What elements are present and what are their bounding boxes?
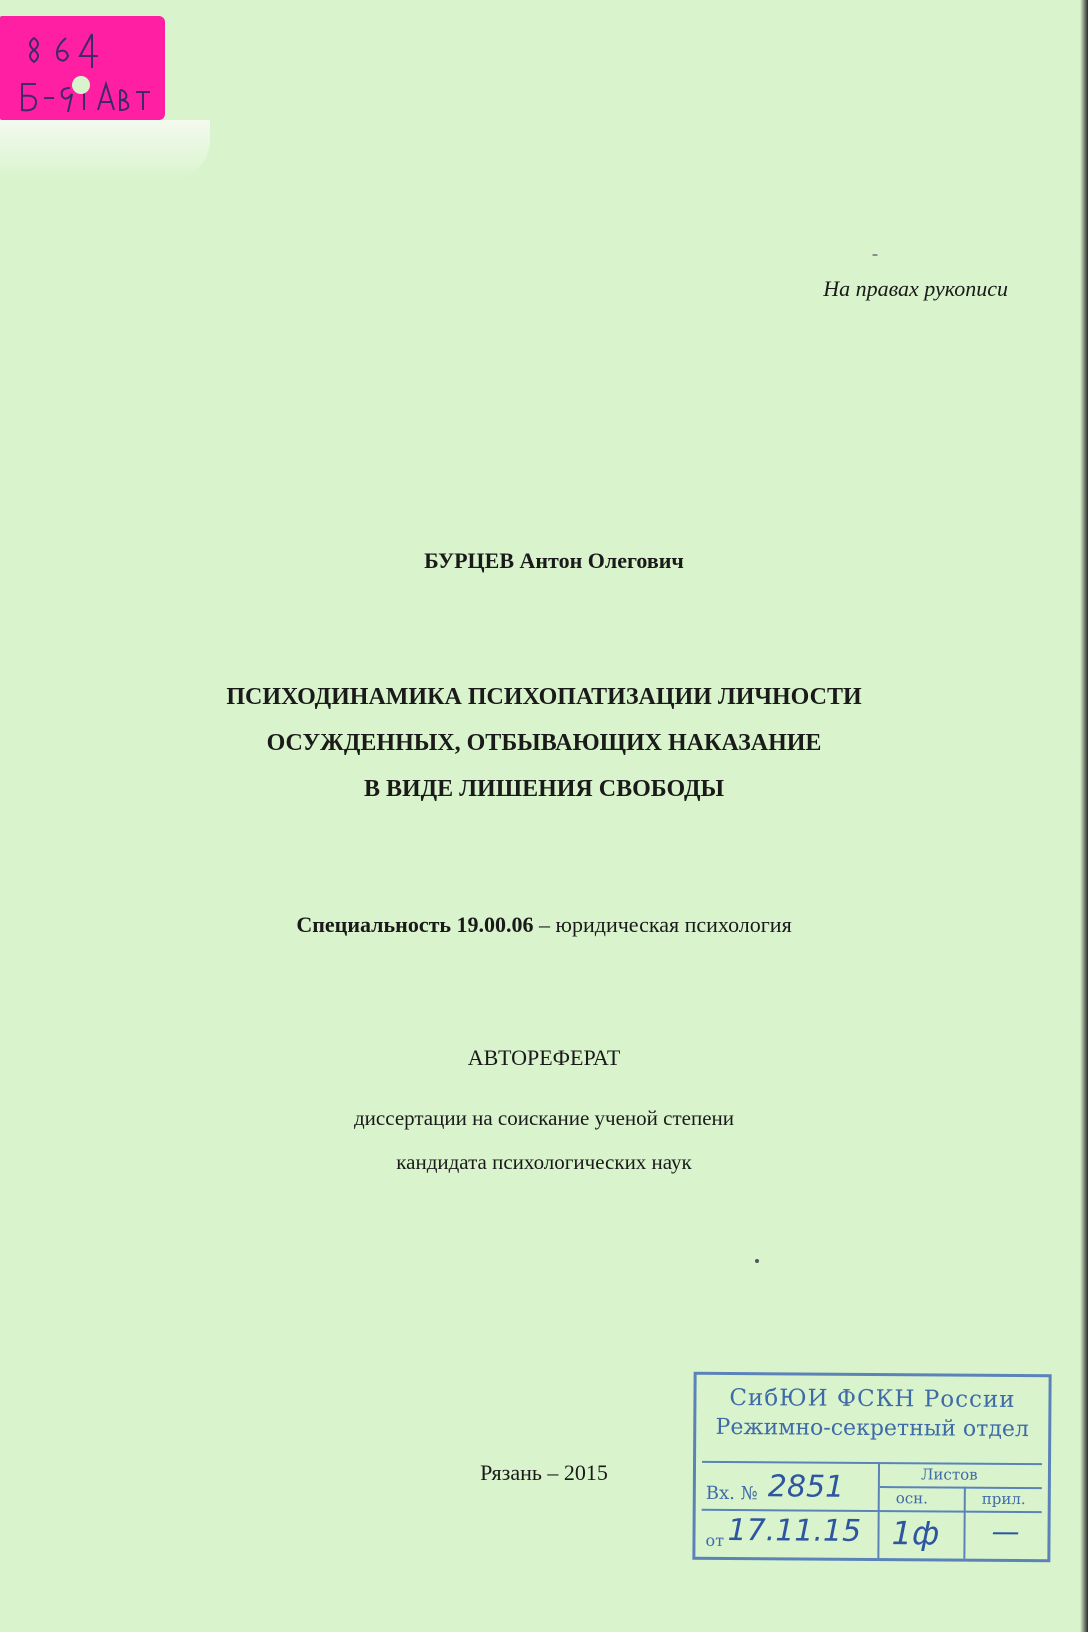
title-line-3: В ВИДЕ ЛИШЕНИЯ СВОБОДЫ	[363, 776, 725, 802]
specialty-line	[0, 912, 1088, 938]
handwritten-call-number	[0, 16, 165, 120]
stamp-department: Режимно-секретный отдел	[715, 1414, 1030, 1443]
paper-speck	[872, 254, 878, 256]
stamp-divider	[963, 1487, 966, 1559]
stamp-from-label: от	[705, 1530, 725, 1550]
title-line-2: ОСУЖДЕННЫХ, ОТБЫВАЮЩИХ НАКАЗАНИЕ	[266, 730, 822, 756]
stamp-main-sheets: 1ф	[891, 1514, 940, 1553]
scan-edge	[1080, 0, 1088, 1632]
stamp-main-label: осн.	[895, 1489, 929, 1508]
stamp-appendix-label: прил.	[981, 1489, 1026, 1509]
abstract-line-2: кандидата психологических наук	[396, 1150, 692, 1174]
stamp-appendix-sheets: —	[991, 1514, 1020, 1549]
stamp-incoming-number: 2851	[767, 1469, 845, 1505]
registration-stamp	[692, 1372, 1051, 1562]
stamp-incoming-label: Вх. №	[705, 1482, 758, 1505]
library-call-number-sticker	[0, 16, 165, 120]
stamp-organization: СибЮИ ФСКН России	[729, 1385, 1016, 1414]
title-line-1: ПСИХОДИНАМИКА ПСИХОПАТИЗАЦИИ ЛИЧНОСТИ	[226, 684, 862, 710]
dissertation-title	[0, 674, 1088, 812]
abstract-subtitle	[0, 1096, 1088, 1184]
stamp-date: 17.11.15	[727, 1512, 862, 1549]
specialty-code: Специальность 19.00.06	[296, 912, 534, 937]
sticker-punch-hole	[72, 76, 90, 94]
specialty-name: – юридическая психология	[533, 912, 792, 937]
abstract-line-1: диссертации на соискание ученой степени	[354, 1106, 734, 1130]
stamp-divider	[702, 1461, 1042, 1465]
abstract-heading: АВТОРЕФЕРАТ	[467, 1045, 621, 1070]
paper-speck	[755, 1259, 759, 1263]
rights-note: На правах рукописи	[823, 276, 1008, 301]
place-and-year: Рязань – 2015	[480, 1460, 608, 1485]
author-name: БУРЦЕВ Антон Олегович	[424, 548, 684, 573]
stamp-sheets-label: Листов	[920, 1465, 978, 1484]
page-edge-highlight	[0, 120, 210, 180]
